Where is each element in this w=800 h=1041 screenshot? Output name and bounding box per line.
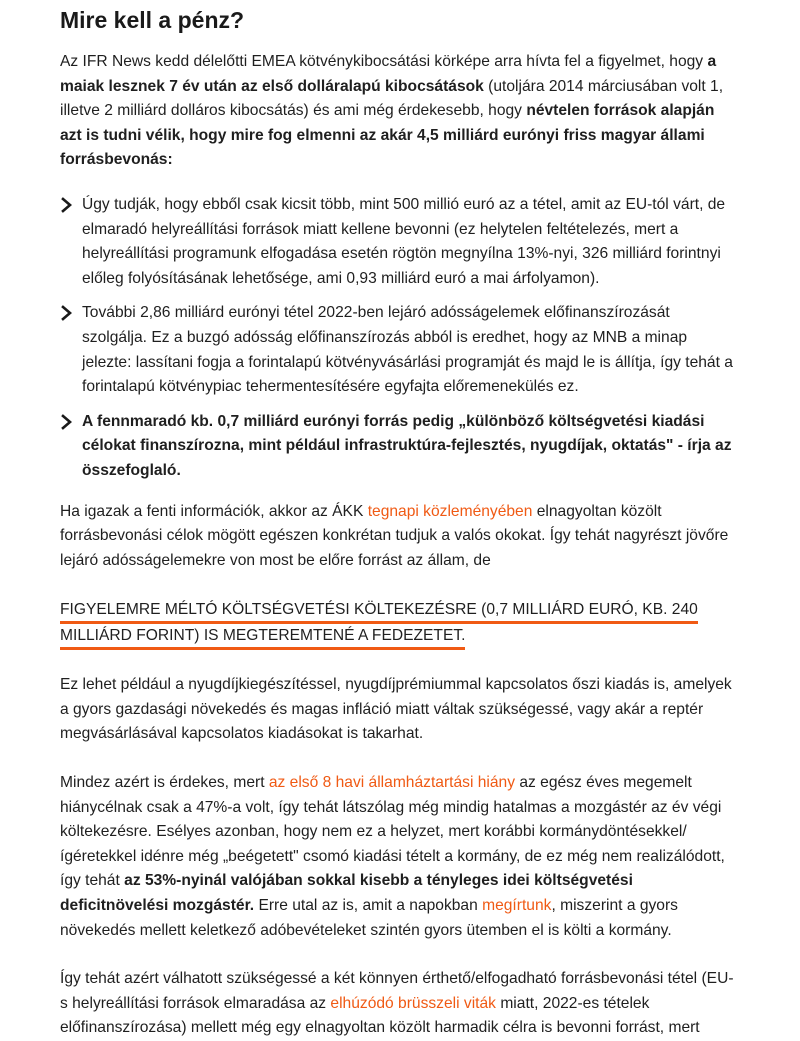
akk-paragraph [60, 500, 738, 574]
deficit-bold: az 53%-nyinál valójában sokkal kisebb a tényleges idei költségvetési deficitnövelési mozgástér. [60, 872, 633, 915]
deficit-text-1: Mindez azért is érdekes, mert [60, 774, 269, 792]
chevron-right-icon [60, 414, 74, 430]
wrote-about-link[interactable]: megírtunk [482, 897, 552, 915]
budget-deficit-link[interactable]: az első 8 havi államháztartási hiány [268, 774, 516, 792]
lead-text-1: Az IFR News kedd délelőtti EMEA kötvénykibocsátási körképe arra hívta fel a figyelmet, hogy [60, 53, 708, 70]
akk-announcement-link[interactable]: tegnapi közleményében [367, 502, 533, 520]
chevron-right-icon [60, 197, 74, 213]
list-item [60, 301, 738, 399]
list-item [60, 410, 738, 484]
bullet-list [60, 193, 738, 484]
akk-text-1: Ha igazak a fenti információk, akkor az ÁKK [60, 502, 368, 520]
section-heading: Mire kell a pénz? [60, 7, 245, 33]
list-item [60, 193, 738, 291]
lead-paragraph [60, 50, 738, 173]
final-paragraph [60, 967, 738, 1041]
brussels-debate-link[interactable]: elhúzódó brüsszeli viták [330, 994, 496, 1012]
bullet-text: További 2,86 milliárd eurónyi tétel 2022-ben lejáró adósságelemek előfinanszírozását szolgálja. Ez a buzgó adósság előfinanszírozás abból is eredhet, hogy az MNB a minap jelezte: lassítani fogja a forintalapú kötvényvásárlási programját és majd le is állítja, így tehát a forintalapú kötvénypiac tehermentesítésére egyfajta előremenekülés ez. [82, 304, 733, 396]
lead-bold-1: a maiak lesznek 7 év után az első dolláralapú kibocsátások [60, 53, 717, 95]
bullet-text: Úgy tudják, hogy ebből csak kicsit több, mint 500 millió euró az a tétel, amit az EU-tól várt, de elmaradó helyreállítási források miatt kellene bevonni (ez helytelen feltételezés, mert a helyreállítási programunk elfogadása esetén rögtön megnyílna 13%-nyi, 326 milliárd forintnyi előleg folyósításának lehetősége, ami 0,93 milliárd euró a mai árfolyamon). [82, 195, 726, 287]
highlight-quote [60, 597, 738, 649]
chevron-right-icon [60, 305, 74, 321]
deficit-text-3: Erre utal az is, amit a napokban [254, 897, 483, 915]
final-text-1: Így tehát azért válhatott szükségessé a két könnyen érthető/elfogadható forrásbevonási tétel (EU-s helyreállítási források elmaradása az [60, 970, 734, 1012]
bullet-text-bold: A fennmaradó kb. 0,7 milliárd eurónyi forrás pedig „különböző költségvetési kiadási célokat finanszírozna, mint például infrastruktúra-fejlesztés, nyugdíjak, oktatás" - írja az összefoglaló. [82, 412, 732, 479]
deficit-text-4: , miszerint a gyors növekedés mellett keletkező adóbevételeket szintén gyors ütemben el is költi a kormány. [60, 897, 678, 939]
lead-bold-2: névtelen források alapján azt is tudni vélik, hogy mire fog elmenni az akár 4,5 milliárd eurónyi friss magyar állami forrásbevonás: [60, 102, 715, 169]
akk-text-2: elnagyoltan közölt forrásbevonási célok mögött egészen konkrétan tudjuk a valós okokat. Így tehát nagyrészt jövőre lejáró adósságelemekre von most be előre forrást az állam, de [60, 502, 729, 569]
highlight-text: FIGYELEMRE MÉLTÓ KÖLTSÉGVETÉSI KÖLTEKEZÉSRE (0,7 MILLIÁRD EURÓ, KB. 240 MILLIÁRD FORINT) IS MEGTEREMTENÉ A FEDEZETET. [60, 601, 698, 650]
final-text-2: miatt, 2022-es tételek előfinanszírozása) mellett még egy elnagyoltan közölt harmadik célra is bevonni forrást, mert [60, 994, 700, 1037]
deficit-text-2: az egész éves megemelt hiánycélnak csak a 47%-a volt, így tehát látszólag még mindig hatalmas a mozgástér az év végi költekezésre. Esélyes azonban, hogy nem ez a helyzet, mert korábbi kormánydöntésekkel/ ígéretekkel idénre még „beégetett" csomó kiadási tételt a kormány, de ez még nem realizálódott, így tehát [60, 774, 725, 890]
deficit-paragraph [60, 771, 738, 943]
pension-paragraph: Ez lehet például a nyugdíjkiegészítéssel, nyugdíjprémiummal kapcsolatos őszi kiadás is, amelyek a gyors gazdasági növekedés és magas infláció miatt váltak szükségessé, vagy akár a reptér megvásárlásával kapcsolatos kiadásokat is takarhat. [60, 676, 732, 743]
lead-text-2: (utoljára 2014 márciusában volt 1, illetve 2 milliárd dolláros kibocsátás) és ami még érdekesebb, hogy [60, 77, 724, 120]
